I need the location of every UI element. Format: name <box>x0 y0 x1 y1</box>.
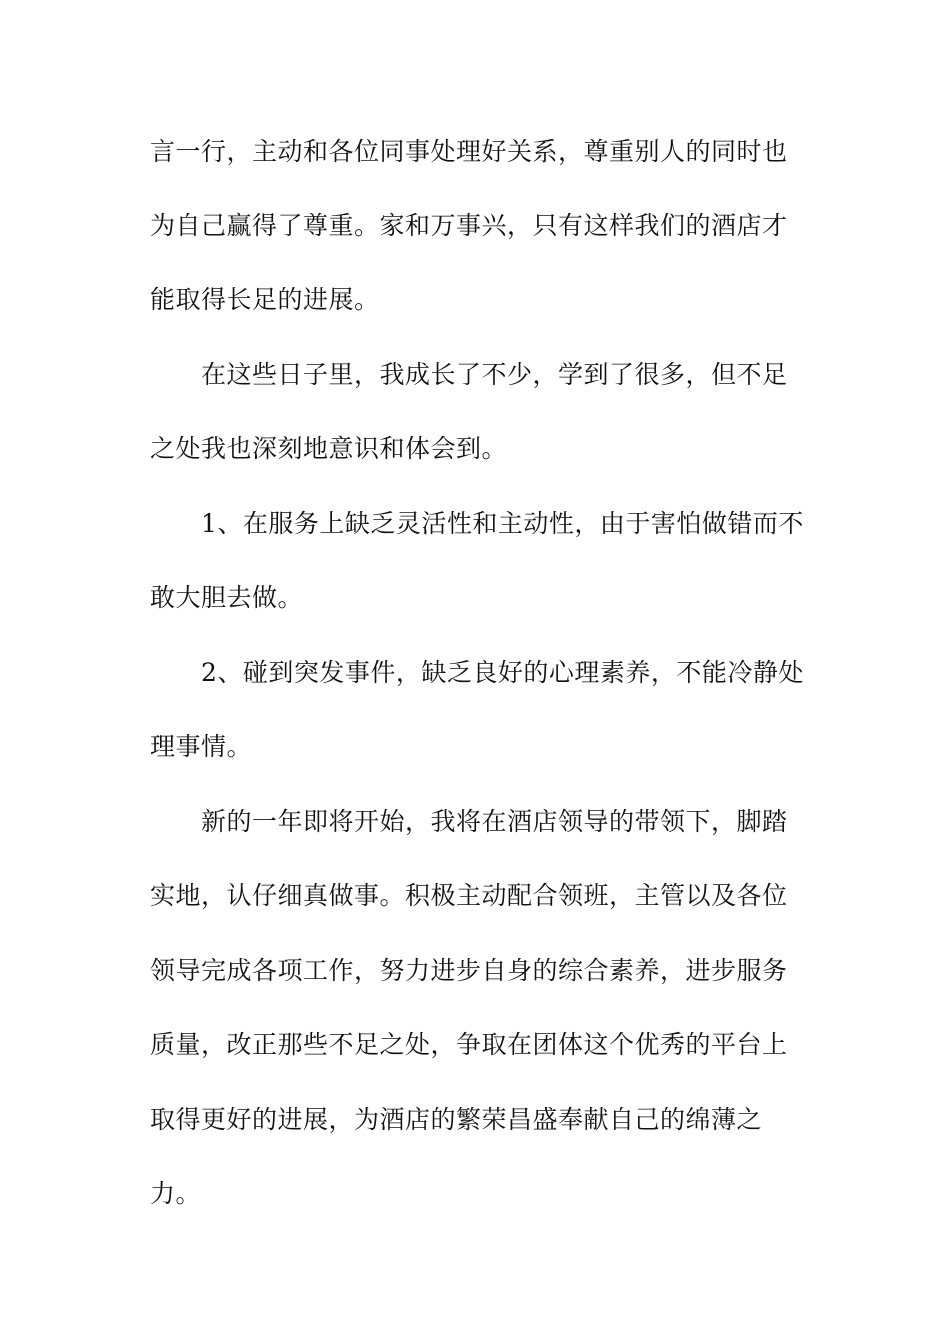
list-item-2: 2、碰到突发事件，缺乏良好的心理素养，不能冷静处 <box>201 658 804 687</box>
text-line: 之处我也深刻地意识和体会到。 <box>150 434 508 463</box>
text-line: 取得更好的进展，为酒店的繁荣昌盛奉献自己的绵薄之 <box>150 1105 763 1134</box>
text-line: 领导完成各项工作，努力进步自身的综合素养，进步服务 <box>150 956 788 985</box>
text-line: 质量，改正那些不足之处，争取在团体这个优秀的平台上 <box>150 1030 788 1059</box>
text-line: 能取得长足的进展。 <box>150 285 380 314</box>
text-line: 理事情。 <box>150 732 253 761</box>
text-line: 为自己赢得了尊重。家和万事兴，只有这样我们的酒店才 <box>150 211 788 240</box>
list-item-1: 1、在服务上缺乏灵活性和主动性，由于害怕做错而不 <box>201 509 804 538</box>
paragraph-start-line: 在这些日子里，我成长了不少，学到了很多，但不足 <box>201 360 788 389</box>
paragraph-start-line: 新的一年即将开始，我将在酒店领导的带领下，脚踏 <box>201 807 788 836</box>
text-line: 实地，认仔细真做事。积极主动配合领班，主管以及各位 <box>150 881 788 910</box>
text-line: 力。 <box>150 1179 202 1208</box>
text-line: 敢大胆去做。 <box>150 583 304 612</box>
text-line: 言一行，主动和各位同事处理好关系，尊重别人的同时也 <box>150 137 788 166</box>
